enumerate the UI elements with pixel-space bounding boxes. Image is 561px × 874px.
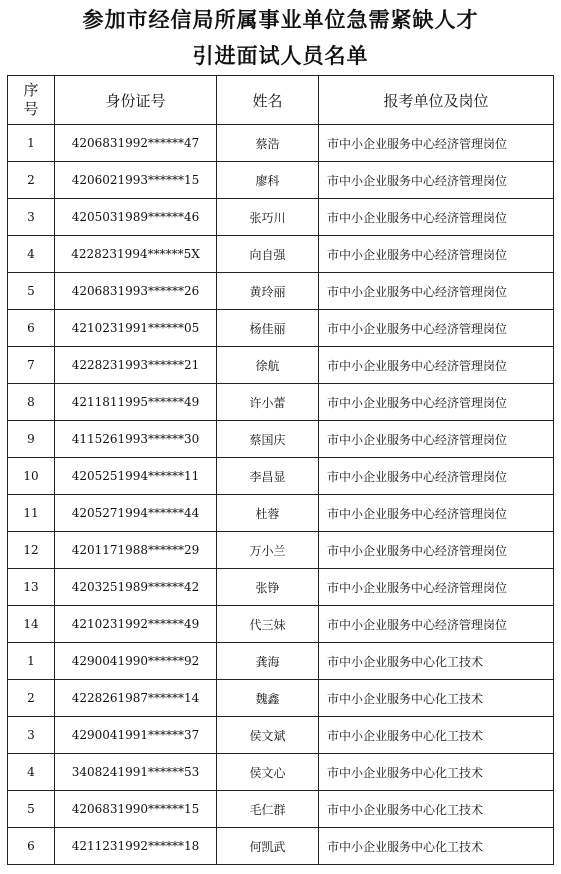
row-post: 市中小企业服务中心经济管理岗位 (319, 458, 554, 495)
row-number: 3 (8, 717, 55, 754)
row-name: 廖科 (217, 162, 319, 199)
table-row (8, 125, 554, 162)
table-row (8, 828, 554, 865)
row-number: 4 (8, 754, 55, 791)
row-post: 市中小企业服务中心经济管理岗位 (319, 606, 554, 643)
row-id-number: 4210231991******05 (55, 310, 217, 347)
row-post: 市中小企业服务中心经济管理岗位 (319, 532, 554, 569)
document-title-line1: 参加市经信局所属事业单位急需紧缺人才 (82, 8, 479, 32)
row-name: 何凯武 (217, 828, 319, 865)
row-name: 李昌显 (217, 458, 319, 495)
table-row (8, 495, 554, 532)
row-post: 市中小企业服务中心经济管理岗位 (319, 125, 554, 162)
row-number: 10 (8, 458, 55, 495)
row-number: 1 (8, 643, 55, 680)
table-body (8, 125, 554, 865)
row-number: 13 (8, 569, 55, 606)
row-name: 蔡国庆 (217, 421, 319, 458)
row-number: 9 (8, 421, 55, 458)
row-id-number: 4210231992******49 (55, 606, 217, 643)
row-name: 杨佳丽 (217, 310, 319, 347)
row-post: 市中小企业服务中心经济管理岗位 (319, 421, 554, 458)
document-title-line2: 引进面试人员名单 (192, 44, 369, 68)
row-number: 14 (8, 606, 55, 643)
header-name: 姓名 (217, 76, 319, 125)
row-number: 4 (8, 236, 55, 273)
row-id-number: 4211231992******18 (55, 828, 217, 865)
row-id-number: 4228231994******5X (55, 236, 217, 273)
row-name: 万小兰 (217, 532, 319, 569)
table-row (8, 569, 554, 606)
table-row (8, 717, 554, 754)
row-post: 市中小企业服务中心经济管理岗位 (319, 310, 554, 347)
row-id-number: 4205031989******46 (55, 199, 217, 236)
row-id-number: 4290041990******92 (55, 643, 217, 680)
row-name: 向自强 (217, 236, 319, 273)
row-number: 6 (8, 828, 55, 865)
row-name: 许小蕾 (217, 384, 319, 421)
row-post: 市中小企业服务中心经济管理岗位 (319, 273, 554, 310)
interview-list-table (7, 75, 554, 865)
row-id-number: 4201171988******29 (55, 532, 217, 569)
table-row (8, 606, 554, 643)
table-row (8, 347, 554, 384)
row-id-number: 4206831990******15 (55, 791, 217, 828)
row-number: 2 (8, 162, 55, 199)
row-name: 毛仁群 (217, 791, 319, 828)
row-number: 6 (8, 310, 55, 347)
row-name: 徐航 (217, 347, 319, 384)
row-id-number: 4228261987******14 (55, 680, 217, 717)
row-number: 5 (8, 791, 55, 828)
row-post: 市中小企业服务中心化工技术 (319, 828, 554, 865)
row-id-number: 4206021993******15 (55, 162, 217, 199)
row-name: 张巧川 (217, 199, 319, 236)
row-name: 龚海 (217, 643, 319, 680)
row-number: 12 (8, 532, 55, 569)
table-row (8, 791, 554, 828)
row-number: 5 (8, 273, 55, 310)
table-row (8, 273, 554, 310)
table-row (8, 643, 554, 680)
row-id-number: 4290041991******37 (55, 717, 217, 754)
row-post: 市中小企业服务中心化工技术 (319, 643, 554, 680)
row-number: 1 (8, 125, 55, 162)
table-row (8, 754, 554, 791)
row-name: 侯文斌 (217, 717, 319, 754)
table-row (8, 310, 554, 347)
header-id: 身份证号 (55, 76, 217, 125)
row-number: 11 (8, 495, 55, 532)
row-id-number: 4203251989******42 (55, 569, 217, 606)
row-id-number: 4228231993******21 (55, 347, 217, 384)
row-name: 黄玲丽 (217, 273, 319, 310)
row-post: 市中小企业服务中心经济管理岗位 (319, 199, 554, 236)
row-number: 8 (8, 384, 55, 421)
row-post: 市中小企业服务中心经济管理岗位 (319, 162, 554, 199)
row-name: 魏鑫 (217, 680, 319, 717)
table-row (8, 384, 554, 421)
row-id-number: 4211811995******49 (55, 384, 217, 421)
row-id-number: 4205251994******11 (55, 458, 217, 495)
row-name: 蔡浩 (217, 125, 319, 162)
row-post: 市中小企业服务中心化工技术 (319, 754, 554, 791)
row-post: 市中小企业服务中心化工技术 (319, 791, 554, 828)
row-post: 市中小企业服务中心经济管理岗位 (319, 347, 554, 384)
row-id-number: 3408241991******53 (55, 754, 217, 791)
row-post: 市中小企业服务中心经济管理岗位 (319, 569, 554, 606)
row-id-number: 4206831993******26 (55, 273, 217, 310)
table-row (8, 680, 554, 717)
table-row (8, 236, 554, 273)
row-name: 代三妹 (217, 606, 319, 643)
row-post: 市中小企业服务中心经济管理岗位 (319, 236, 554, 273)
header-post: 报考单位及岗位 (319, 76, 554, 125)
table-row (8, 532, 554, 569)
row-number: 2 (8, 680, 55, 717)
row-post: 市中小企业服务中心经济管理岗位 (319, 384, 554, 421)
row-name: 张铮 (217, 569, 319, 606)
table-row (8, 421, 554, 458)
row-id-number: 4115261993******30 (55, 421, 217, 458)
row-name: 侯文心 (217, 754, 319, 791)
row-post: 市中小企业服务中心经济管理岗位 (319, 495, 554, 532)
row-id-number: 4206831992******47 (55, 125, 217, 162)
row-number: 7 (8, 347, 55, 384)
table-row (8, 199, 554, 236)
table-row (8, 458, 554, 495)
header-seq: 序号 (8, 76, 55, 125)
table-header-row (8, 76, 554, 125)
row-post: 市中小企业服务中心化工技术 (319, 717, 554, 754)
row-name: 杜蓉 (217, 495, 319, 532)
row-id-number: 4205271994******44 (55, 495, 217, 532)
table-row (8, 162, 554, 199)
row-post: 市中小企业服务中心化工技术 (319, 680, 554, 717)
row-number: 3 (8, 199, 55, 236)
